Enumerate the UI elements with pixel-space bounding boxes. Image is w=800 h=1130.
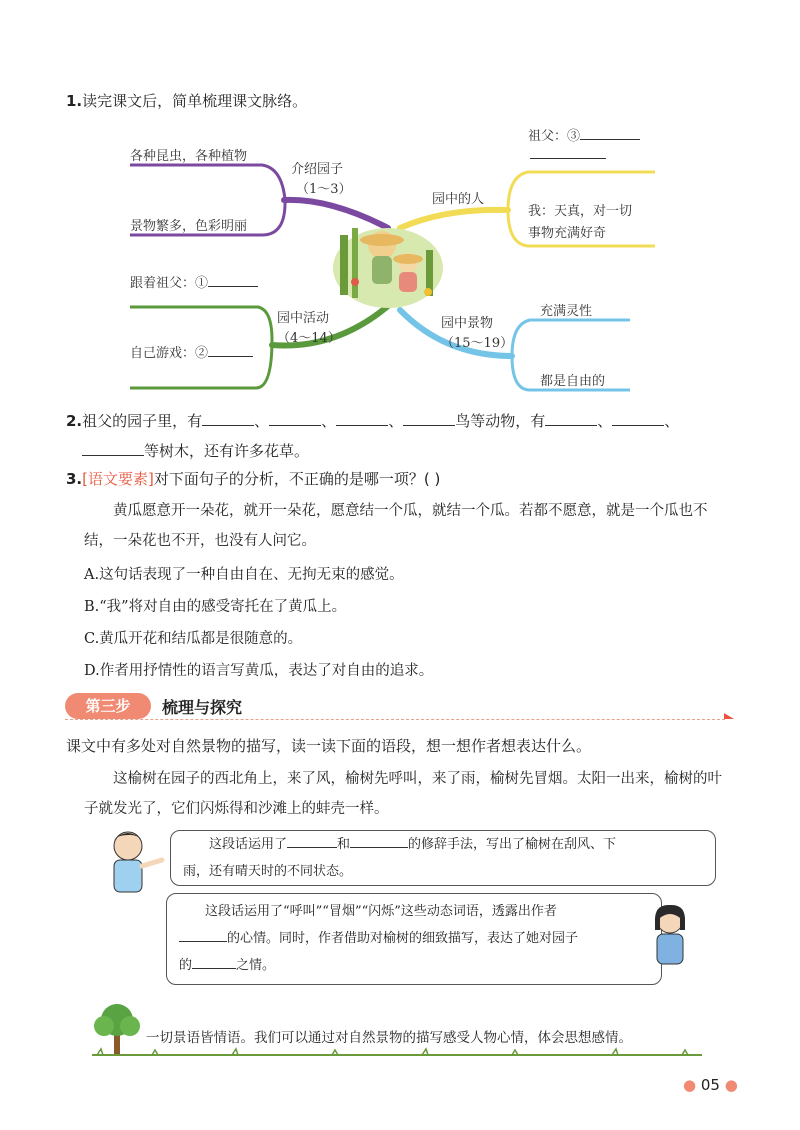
question-2	[66, 410, 679, 431]
q2-blank[interactable]	[612, 425, 664, 426]
separator: 、	[664, 412, 680, 430]
mindmap-rt-item1	[528, 125, 640, 144]
q3-option-c[interactable]: C.黄瓜开花和结瓜都是很随意的。	[84, 631, 303, 647]
mindmap-lt-range: （1～3）	[296, 182, 352, 197]
speech-bubble-2	[166, 893, 662, 985]
page-number-text: 05	[700, 1076, 720, 1094]
mindmap-rb-center: 园中景物	[441, 316, 494, 331]
q2-blank[interactable]	[403, 425, 455, 426]
bubble1-line2: 雨，还有晴天时的不同状态。	[183, 864, 353, 879]
step-label: 第三步	[65, 693, 151, 719]
page-number	[683, 1076, 738, 1094]
mindmap-lb-item2	[130, 342, 253, 361]
q2-blank[interactable]	[269, 425, 321, 426]
answer-blank-3-line2[interactable]	[530, 158, 606, 159]
elm-passage: 这榆树在园子的西北角上，来了风，榆树先呼叫，来了雨，榆树先冒烟。太阳一出来，榆树的叶子就发光了，它们闪烁得和沙滩上的蚌壳一样。	[84, 771, 722, 817]
separator: 、	[321, 412, 337, 430]
bubble1-text: 这段话运用了	[209, 837, 288, 852]
question-tag: [语文要素]	[82, 470, 154, 488]
mindmap-lt-center: 介绍园子	[291, 162, 344, 177]
q2-blank[interactable]	[202, 425, 254, 426]
girl-icon	[640, 900, 700, 970]
garden-illustration	[333, 228, 443, 308]
q2-text-2: 鸟等动物，有	[455, 412, 546, 430]
mindmap-lt-item2: 景物繁多，色彩明丽	[130, 219, 248, 234]
speech-bubble-1	[170, 830, 716, 886]
q2-text-1: 祖父的园子里，有	[82, 412, 203, 430]
mindmap-rt-item2b: 事物充满好奇	[528, 226, 607, 241]
branch-purple-stem	[284, 200, 388, 228]
question-number: 2.	[66, 412, 83, 430]
bubble2-text: 的心情。同时，作者借助对榆树的细致描写，表达了她对园子	[227, 931, 579, 946]
mindmap-rt-item2a: 我：天真，对一切	[528, 204, 633, 219]
branch-yellow-stem	[400, 210, 508, 228]
tip-text: 一切景语皆情语。我们可以通过对自然景物的描写感受人物心情，体会思想感情。	[146, 1030, 632, 1046]
question-3	[66, 468, 440, 489]
bubble1-text: 和	[337, 837, 351, 852]
mindmap-lb-range: （4～14）	[277, 331, 341, 346]
mindmap-rt-center: 园中的人	[432, 192, 485, 207]
answer-blank-1[interactable]	[208, 286, 258, 287]
separator: 、	[388, 412, 404, 430]
bubble1-blank[interactable]	[350, 847, 408, 848]
mindmap-lb-item2-label: 自己游戏：②	[130, 346, 209, 361]
q3-option-b[interactable]: B.“我”将对自由的感受寄托在了黄瓜上。	[84, 599, 347, 615]
mindmap-rb-item1: 充满灵性	[540, 304, 593, 319]
separator: 、	[254, 412, 270, 430]
answer-blank-2[interactable]	[208, 356, 253, 357]
mindmap-lb-item1-label: 跟着祖父：①	[130, 276, 209, 291]
bubble2-text: 之情。	[236, 958, 276, 973]
q3-option-a[interactable]: A.这句话表现了一种自由自在、无拘无束的感觉。	[84, 567, 404, 583]
step-divider	[65, 719, 725, 720]
bubble2-blank[interactable]	[192, 968, 236, 969]
bubble2-line2	[179, 925, 649, 952]
mindmap-rt-item1-label: 祖父：③	[528, 129, 581, 144]
q2-text-3: 等树木，还有许多花草。	[144, 442, 310, 460]
question-text: 对下面句子的分析，不正确的是哪一项？( )	[153, 470, 441, 488]
mindmap-lb-item1	[130, 272, 258, 291]
step-title: 梳理与探究	[162, 698, 243, 717]
bubble2-line3	[179, 952, 649, 979]
q2-blank[interactable]	[545, 425, 597, 426]
question-number: 3.	[66, 470, 83, 488]
bubble2-text: 的	[179, 958, 193, 973]
question-2-line2	[82, 440, 309, 461]
task-instruction: 课文中有多处对自然景物的描写，读一读下面的语段，想一想作者想表达什么。	[66, 737, 592, 755]
answer-blank-3[interactable]	[580, 139, 640, 140]
step-arrow-icon	[724, 713, 736, 725]
bubble1-text: 的修辞手法，写出了榆树在刮风、下	[408, 837, 617, 852]
separator: 、	[597, 412, 613, 430]
q2-blank[interactable]	[336, 425, 388, 426]
bubble1-blank[interactable]	[287, 847, 337, 848]
page-dot-icon: ●	[724, 1076, 738, 1094]
q3-option-d[interactable]: D.作者用抒情性的语言写黄瓜，表达了对自由的追求。	[84, 663, 434, 679]
bubble2-blank[interactable]	[179, 941, 227, 942]
mindmap-lt-item1: 各种昆虫，各种植物	[130, 149, 248, 164]
q3-passage: 黄瓜愿意开一朵花，就开一朵花，愿意结一个瓜，就结一个瓜。若都不愿意，就是一个瓜也不结，一朵花也不开，也没有人问它。	[84, 503, 708, 549]
page-dot-icon: ●	[683, 1076, 697, 1094]
question-text: 读完课文后，简单梳理课文脉络。	[82, 92, 308, 110]
mindmap-rb-item2: 都是自由的	[540, 374, 606, 389]
bubble2-line1: 这段话运用了“呼叫”“冒烟”“闪烁”这些动态词语，透露出作者	[205, 904, 557, 919]
mindmap-branches	[0, 0, 800, 400]
mindmap-lb-center: 园中活动	[277, 311, 330, 326]
boy-icon	[100, 826, 170, 896]
mindmap-rb-range: （15～19）	[441, 336, 514, 351]
question-number: 1.	[66, 92, 83, 110]
bubble1-line1	[183, 831, 703, 858]
q2-blank[interactable]	[82, 455, 144, 456]
